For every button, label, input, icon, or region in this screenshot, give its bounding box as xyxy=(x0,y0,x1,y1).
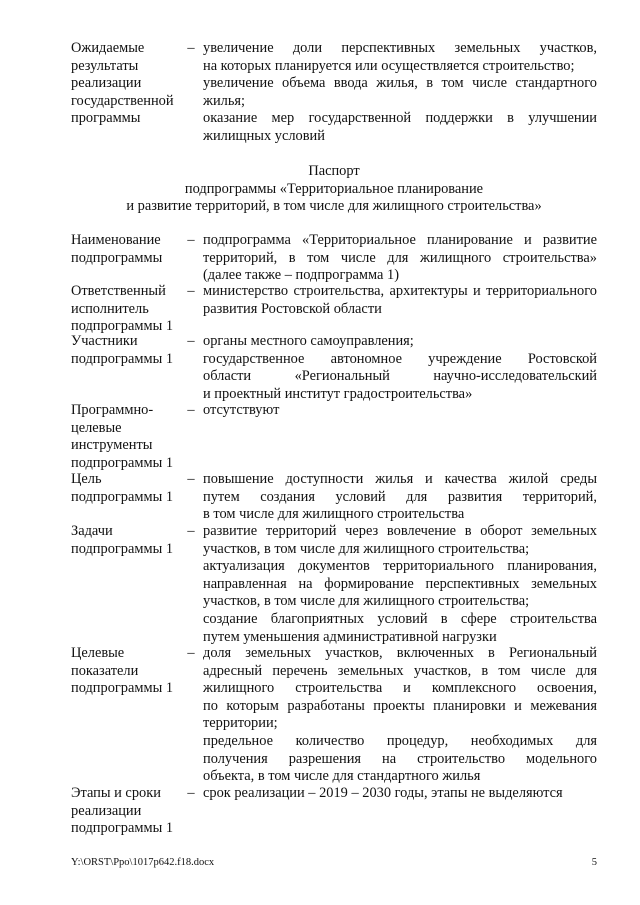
passport-row-goal xyxy=(71,471,597,524)
label-line: подпрограммы 1 xyxy=(71,350,174,367)
label-line: инструменты xyxy=(71,437,153,454)
paragraph xyxy=(203,645,597,733)
text-line: жилья; xyxy=(203,92,246,109)
label-line: программы xyxy=(71,110,141,127)
text-line: предельное количество процедур, необходимых для xyxy=(203,732,597,749)
dash-separator: – xyxy=(187,645,195,661)
paragraph xyxy=(203,232,597,285)
row-label xyxy=(71,232,179,285)
label-line: Программно- xyxy=(71,402,154,418)
label-line: результаты xyxy=(71,57,139,74)
dash-separator: – xyxy=(187,40,195,56)
text-line: жилищных условий xyxy=(203,127,325,144)
dash-separator: – xyxy=(187,785,195,801)
passport-row-instruments xyxy=(71,402,597,472)
label-line: реализации xyxy=(71,802,142,819)
row-label xyxy=(71,785,179,838)
text-line: подпрограмма «Территориальное планирование и развитие xyxy=(203,232,597,248)
paragraph xyxy=(203,333,597,351)
text-line: повышение доступности жилья и качества жилой среды xyxy=(203,471,597,487)
row-label xyxy=(71,471,179,524)
dash-separator: – xyxy=(187,402,195,418)
row-content xyxy=(203,283,597,336)
dash-separator: – xyxy=(187,232,195,248)
text-line: адресный перечень земельных участков, в том числе для xyxy=(203,662,597,679)
paragraph xyxy=(203,75,597,110)
passport-row-tasks xyxy=(71,523,597,646)
label-line: Задачи xyxy=(71,523,113,539)
label-line: Участники xyxy=(71,333,138,349)
label-line: подпрограммы 1 xyxy=(71,680,174,697)
label-line: показатели xyxy=(71,662,139,679)
label-line: подпрограммы 1 xyxy=(71,820,174,837)
label-line: Ожидаемые xyxy=(71,40,145,56)
text-line: министерство строительства, архитектуры и территориального xyxy=(203,283,597,299)
text-line: направленная на формирование перспективных земельных xyxy=(203,575,597,592)
label-line: целевые xyxy=(71,419,122,436)
passport-subtitle-line: и развитие территорий, в том числе для жилищного строительства» xyxy=(126,198,542,215)
paragraph xyxy=(203,351,597,404)
label-line: подпрограммы 1 xyxy=(71,488,174,505)
passport-title: Паспорт xyxy=(308,163,360,179)
text-line: увеличение доли перспективных земельных участков, xyxy=(203,40,597,56)
page-footer xyxy=(71,857,597,869)
row-content xyxy=(203,645,597,786)
footer-file-path: Y:\ORST\Ppo\1017p642.f18.docx xyxy=(71,857,215,868)
paragraph xyxy=(203,402,597,420)
text-line: создание благоприятных условий в сфере строительства xyxy=(203,610,597,627)
row-content xyxy=(203,333,597,403)
passport-row-participants xyxy=(71,333,597,403)
text-line: участков, в том числе для жилищного строительства; xyxy=(203,593,530,610)
text-line: путем создания условий для развития территорий, xyxy=(203,488,597,505)
label-line: подпрограммы 1 xyxy=(71,454,174,471)
text-line: государственное автономное учреждение Ростовской xyxy=(203,350,597,367)
label-line: подпрограммы 1 xyxy=(71,318,174,335)
text-line: объекта, в том числе для стандартного жилья xyxy=(203,768,481,785)
label-line: государственной xyxy=(71,92,174,109)
text-line: участков, в том числе для жилищного строительства; xyxy=(203,540,530,557)
row-content xyxy=(203,402,597,472)
text-line: по которым разработаны проекты планировки и межевания xyxy=(203,697,597,714)
row-label xyxy=(71,523,179,646)
text-line: оказание мер государственной поддержки в улучшении xyxy=(203,110,597,127)
label-line: Этапы и сроки xyxy=(71,785,161,801)
label-line: подпрограммы 1 xyxy=(71,540,174,557)
paragraph xyxy=(203,471,597,524)
text-line: органы местного самоуправления; xyxy=(203,333,414,349)
text-line: и проектный институт градостроительства» xyxy=(203,385,473,402)
text-line: развития Ростовской области xyxy=(203,300,382,317)
expected-results-row xyxy=(71,40,597,146)
text-line: актуализация документов территориального планирования, xyxy=(203,558,597,575)
row-label xyxy=(71,402,179,472)
passport-subtitle-line: подпрограммы «Территориальное планирование xyxy=(184,180,484,197)
text-line: увеличение объема ввода жилья, в том числе стандартного xyxy=(203,75,597,92)
paragraph xyxy=(203,283,597,318)
text-line: развитие территорий через вовлечение в оборот земельных xyxy=(203,523,597,539)
dash-separator: – xyxy=(187,523,195,539)
row-content xyxy=(203,523,597,646)
text-line: срок реализации – 2019 – 2030 годы, этапы не выделяются xyxy=(203,785,563,801)
dash-separator: – xyxy=(187,471,195,487)
passport-row-stages xyxy=(71,785,597,838)
text-line: жилищного строительства и комплексного освоения, xyxy=(203,680,597,697)
text-line: (далее также – подпрограмма 1) xyxy=(203,267,400,284)
label-line: подпрограммы xyxy=(71,249,163,266)
row-content xyxy=(203,471,597,524)
text-line: на которых планируется или осуществляется строительство; xyxy=(203,57,575,74)
label-line: Ответственный xyxy=(71,283,166,299)
label-line: Цель xyxy=(71,471,102,487)
passport-row-indicators xyxy=(71,645,597,786)
label-line: реализации xyxy=(71,75,142,92)
text-line: области «Региональный научно-исследовательский xyxy=(203,368,597,385)
passport-row-name xyxy=(71,232,597,285)
row-label xyxy=(71,645,179,786)
passport-heading xyxy=(71,163,597,216)
row-content xyxy=(203,785,597,838)
footer-page-number: 5 xyxy=(591,857,597,868)
text-line: получения разрешения на строительство модельного xyxy=(203,750,597,767)
dash-separator: – xyxy=(187,333,195,349)
row-label xyxy=(71,333,179,403)
paragraph xyxy=(203,523,597,558)
paragraph xyxy=(203,558,597,611)
dash-separator: – xyxy=(187,283,195,299)
label-line: исполнитель xyxy=(71,300,149,317)
paragraph xyxy=(203,611,597,646)
text-line: территорий, в том числе для жилищного строительства» xyxy=(203,249,597,266)
passport-row-executor xyxy=(71,283,597,336)
paragraph xyxy=(203,733,597,786)
paragraph xyxy=(203,40,597,75)
label-line: Наименование xyxy=(71,232,161,248)
text-line: в том числе для жилищного строительства xyxy=(203,506,465,523)
row-content xyxy=(203,232,597,285)
label-line: Целевые xyxy=(71,645,125,661)
text-line: территории; xyxy=(203,715,278,732)
paragraph xyxy=(203,785,597,803)
text-line: доля земельных участков, включенных в Региональный xyxy=(203,645,597,661)
row-label xyxy=(71,283,179,336)
paragraph xyxy=(203,110,597,145)
text-line: путем уменьшения административной нагрузки xyxy=(203,628,497,645)
expected-results-label xyxy=(71,40,179,146)
expected-results-content xyxy=(203,40,597,146)
text-line: отсутствуют xyxy=(203,402,280,418)
